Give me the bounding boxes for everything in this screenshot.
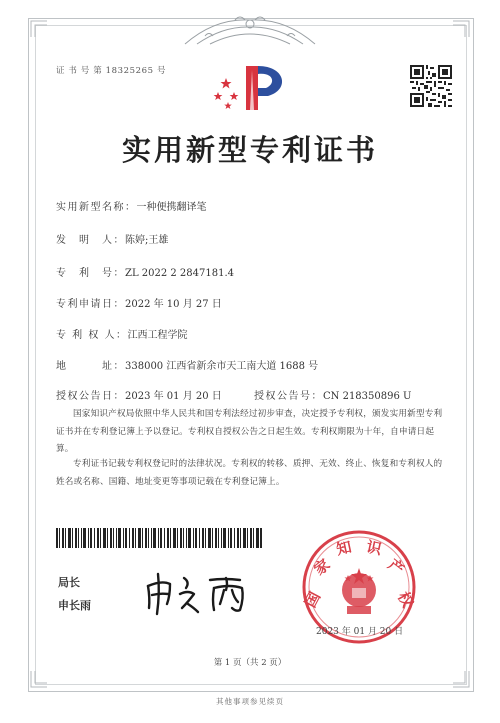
corner-ornament-icon (452, 20, 470, 38)
director-title: 局长 (58, 576, 80, 589)
legal-status-paragraph: 专利证书记载专利权登记时的法律状况。专利权的转移、质押、无效、终止、恢复和专利权人的姓名或名称、国籍、地址变更等事项记载在专利登记簿上。 (56, 459, 443, 487)
field-label-patent-number: 专 利 号： (56, 268, 125, 279)
top-ornament-icon (175, 14, 325, 50)
handwritten-signature-icon (140, 568, 268, 616)
field-value-inventor: 陈婷;王雄 (125, 235, 169, 246)
certificate-number-label: 证 书 号 第 (56, 66, 103, 76)
announce-date-value: 2023 年 01 月 20 日 (125, 391, 222, 402)
field-row (56, 195, 207, 214)
grant-paragraph: 国家知识产权局依照中华人民共和国专利法经过初步审查，决定授予专利权，颁发实用新型专利证书并在专利登记簿上予以登记。专利权自授权公告之日起生效。专利权期限为十年，自申请日起算。 (56, 409, 443, 454)
field-value-name: 一种便携翻译笔 (136, 202, 207, 213)
announce-date-row (56, 384, 222, 403)
field-label-inventor: 发 明 人： (56, 235, 125, 246)
field-row (56, 354, 318, 373)
certificate-number-value: 18325265 (105, 66, 154, 76)
svg-text:识: 识 (364, 537, 384, 559)
field-value-patent-number: ZL 2022 2 2847181.4 (125, 268, 235, 279)
footer-note: 其他事项参见续页 (216, 697, 284, 706)
corner-ornament-icon (30, 670, 48, 688)
field-label-filing-date: 专利申请日： (56, 299, 125, 310)
field-row (56, 261, 234, 280)
corner-ornament-icon (30, 20, 48, 38)
certificate-number (56, 64, 166, 76)
announce-number-label: 授权公告号： (254, 391, 323, 402)
svg-text:知: 知 (334, 537, 354, 559)
cnipa-logo-icon (212, 62, 292, 114)
field-row (56, 323, 188, 342)
field-value-address: 338000 江西省新余市天工南大道 1688 号 (125, 361, 319, 372)
barcode-icon (56, 528, 262, 548)
announce-number-value: CN 218350896 U (323, 391, 412, 402)
certificate-number-suffix: 号 (157, 66, 167, 76)
announce-date-label: 授权公告日： (56, 391, 125, 402)
svg-text:产: 产 (384, 555, 408, 579)
announce-number-row (254, 384, 411, 403)
svg-text:家: 家 (310, 555, 334, 579)
svg-text:国: 国 (301, 588, 325, 611)
page-number: 第 1 页（共 2 页） (213, 658, 287, 668)
corner-ornament-icon (452, 670, 470, 688)
svg-text:权: 权 (393, 588, 417, 611)
field-label-patentee: 专 利 权 人： (56, 330, 128, 341)
field-row (56, 292, 222, 311)
field-label-name: 实用新型名称： (56, 202, 137, 213)
field-value-filing-date: 2022 年 10 月 27 日 (125, 299, 222, 310)
field-label-address: 地 址： (56, 361, 125, 372)
field-row (56, 228, 168, 247)
director-name: 申长雨 (58, 599, 91, 612)
field-value-patentee: 江西工程学院 (127, 330, 188, 341)
qr-code-icon (410, 65, 452, 107)
certificate-title: 实用新型专利证书 (121, 133, 378, 167)
seal-date: 2023 年 01 月 20 日 (316, 627, 404, 637)
